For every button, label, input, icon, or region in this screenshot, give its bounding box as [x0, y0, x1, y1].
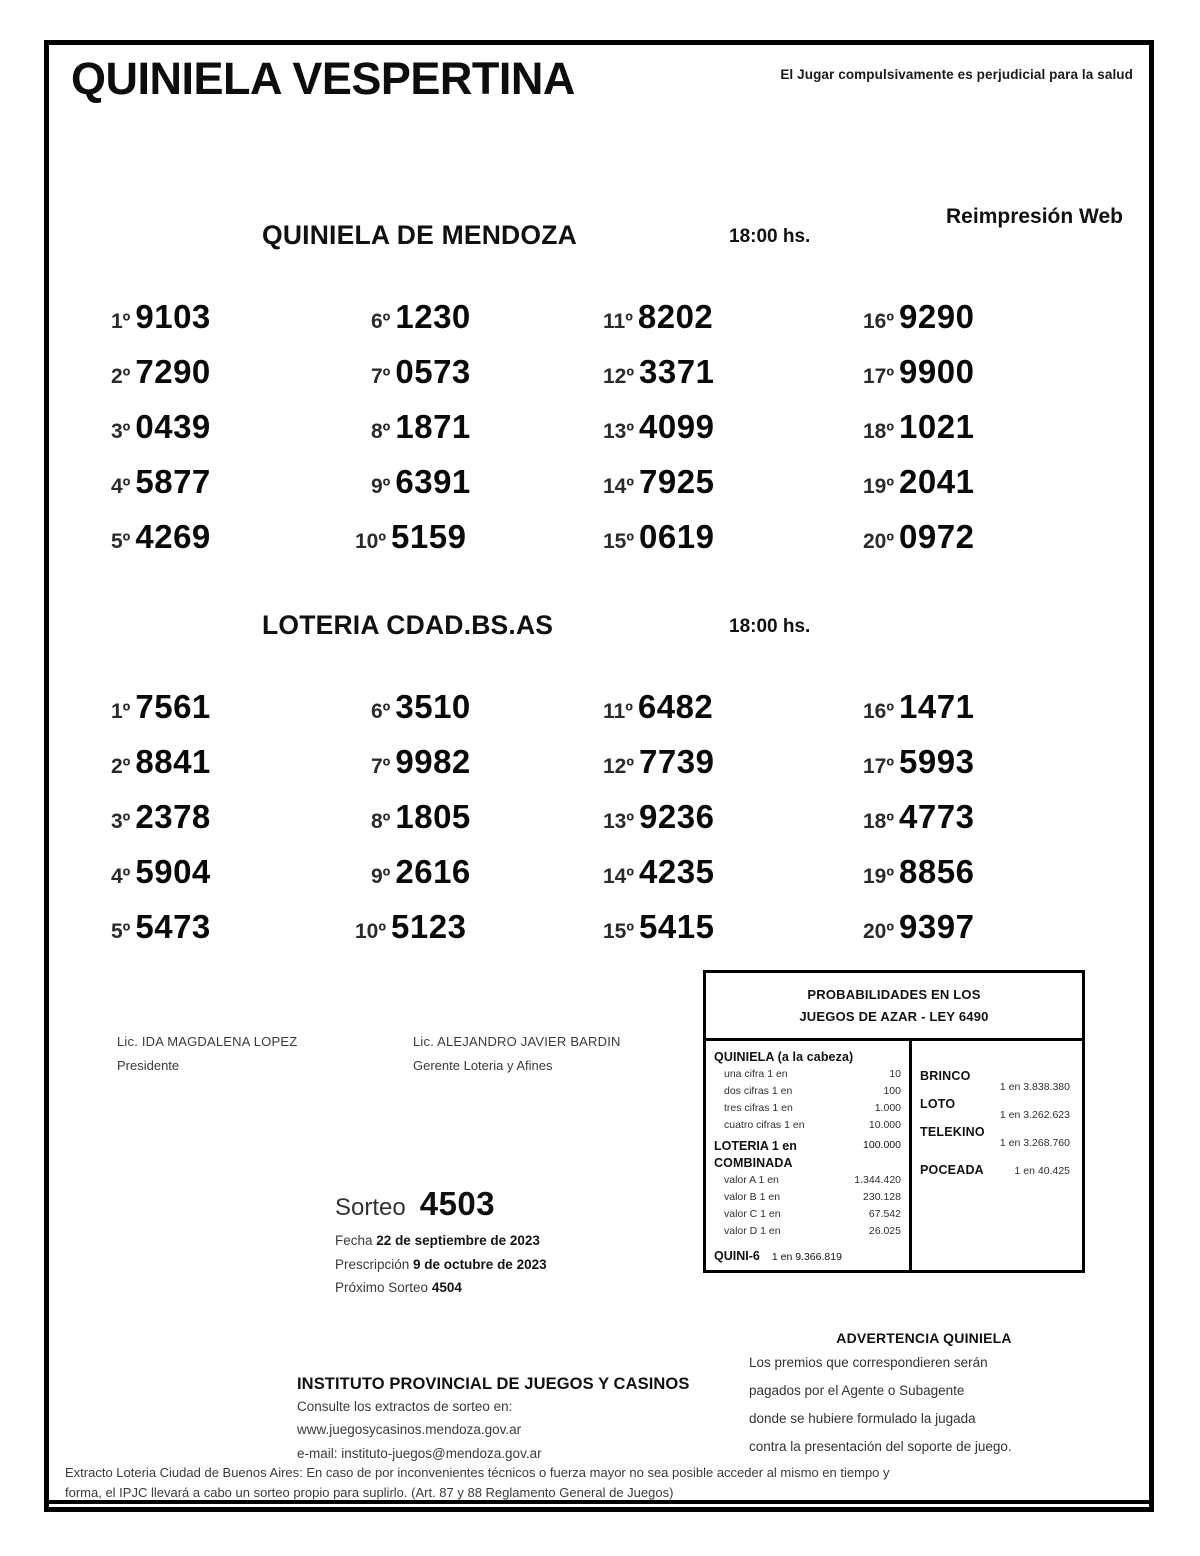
result-position: 18º — [863, 420, 895, 443]
sorteo-heading — [335, 1185, 715, 1223]
result-number: 0972 — [899, 518, 975, 555]
result-number: 2616 — [395, 853, 471, 890]
result-cell — [371, 798, 471, 836]
probabilities-body — [706, 1038, 1082, 1270]
combinada-odds-row — [714, 1223, 901, 1240]
result-number: 8856 — [899, 853, 975, 890]
game-name: TELEKINO — [920, 1125, 985, 1140]
result-cell — [863, 518, 974, 556]
result-cell — [111, 743, 211, 781]
result-number: 8841 — [135, 743, 211, 780]
combinada-rows — [714, 1172, 901, 1240]
result-number: 5877 — [135, 463, 211, 500]
result-cell — [603, 298, 713, 336]
combinada-odds-row-value: 26.025 — [868, 1225, 901, 1238]
result-number: 9236 — [639, 798, 715, 835]
extract-page-frame — [44, 40, 1154, 1512]
result-number: 5415 — [639, 908, 715, 945]
result-cell — [863, 353, 974, 391]
advertencia-block — [749, 1330, 1099, 1457]
result-position: 16º — [863, 700, 895, 723]
result-position: 7º — [371, 755, 391, 778]
result-number: 7290 — [135, 353, 211, 390]
institute-email[interactable]: e-mail: instituto-juegos@mendoza.gov.ar — [297, 1445, 542, 1461]
quiniela-odds-row — [714, 1083, 901, 1100]
result-position: 15º — [603, 920, 635, 943]
result-number: 6482 — [637, 688, 714, 725]
institute-title: INSTITUTO PROVINCIAL DE JUEGOS Y CASINOS — [297, 1375, 690, 1393]
result-position: 1º — [111, 700, 131, 723]
signature-president-name: Lic. IDA MAGDALENA LOPEZ — [117, 1034, 298, 1049]
quiniela-odds-row — [714, 1066, 901, 1083]
combinada-odds-row-value: 67.542 — [868, 1208, 901, 1221]
reprint-label: Reimpresión Web — [946, 205, 1123, 228]
result-position: 12º — [603, 755, 635, 778]
quiniela-header: QUINIELA (a la cabeza) — [714, 1050, 854, 1065]
result-cell — [111, 353, 211, 391]
quiniela-odds-row-label: cuatro cifras 1 en — [724, 1119, 805, 1132]
result-position: 9º — [371, 865, 391, 888]
result-cell — [371, 853, 471, 891]
result-position: 6º — [371, 310, 391, 333]
signature-manager-name: Lic. ALEJANDRO JAVIER BARDIN — [413, 1034, 621, 1049]
result-number: 5159 — [391, 518, 467, 555]
result-number: 1021 — [899, 408, 975, 445]
loteria-label: LOTERIA 1 en — [714, 1139, 797, 1154]
result-number: 4235 — [639, 853, 715, 890]
probabilities-title-line2: JUEGOS DE AZAR - LEY 6490 — [799, 1009, 989, 1025]
sorteo-fecha-value: 22 de septiembre de 2023 — [376, 1233, 540, 1248]
game-odds-telekino — [920, 1125, 1074, 1149]
result-cell — [863, 853, 974, 891]
result-number: 0439 — [135, 408, 211, 445]
page-title: QUINIELA VESPERTINA — [71, 53, 575, 104]
result-cell — [863, 908, 974, 946]
result-cell — [603, 908, 714, 946]
result-number: 2041 — [899, 463, 975, 500]
result-number: 9290 — [899, 298, 975, 335]
combinada-odds-row-label: valor D 1 en — [724, 1225, 781, 1238]
result-position: 11º — [603, 700, 633, 723]
result-position: 18º — [863, 810, 895, 833]
game-odds-loto — [920, 1097, 1074, 1121]
sorteo-block — [335, 1185, 715, 1300]
advertencia-title: ADVERTENCIA QUINIELA — [836, 1330, 1012, 1346]
combinada-odds-row-label: valor C 1 en — [724, 1208, 781, 1221]
result-number: 1805 — [395, 798, 471, 835]
result-number: 1230 — [395, 298, 471, 335]
game-odds: 1 en 3.838.380 — [999, 1081, 1070, 1094]
result-number: 1871 — [395, 408, 471, 445]
result-position: 2º — [111, 755, 131, 778]
result-position: 16º — [863, 310, 895, 333]
result-position: 17º — [863, 365, 895, 388]
bottom-rule — [49, 1500, 1149, 1504]
result-position: 3º — [111, 810, 131, 833]
result-cell — [863, 798, 974, 836]
result-position: 3º — [111, 420, 131, 443]
result-position: 10º — [355, 530, 387, 553]
result-number: 4773 — [899, 798, 975, 835]
result-number: 3371 — [639, 353, 715, 390]
quiniela-odds-row — [714, 1100, 901, 1117]
result-number: 9397 — [899, 908, 975, 945]
combinada-odds-row — [714, 1206, 901, 1223]
sorteo-fecha-label: Fecha — [335, 1233, 373, 1248]
quiniela-odds-row-value: 100 — [883, 1085, 901, 1098]
combinada-odds-row — [714, 1172, 901, 1189]
result-cell — [863, 408, 974, 446]
combinada-odds-row-label: valor B 1 en — [724, 1191, 781, 1204]
draw-time: 18:00 hs. — [729, 226, 811, 247]
quiniela-odds-row — [714, 1117, 901, 1134]
probabilities-left-column — [706, 1041, 912, 1270]
result-number: 9900 — [899, 353, 975, 390]
quini6-value: 1 en 9.366.819 — [771, 1251, 842, 1264]
result-position: 7º — [371, 365, 391, 388]
result-cell — [371, 408, 471, 446]
bottom-disclaimer — [65, 1463, 1133, 1502]
game-name: POCEADA — [920, 1163, 984, 1178]
result-cell — [603, 408, 714, 446]
result-cell — [863, 298, 974, 336]
result-position: 5º — [111, 530, 131, 553]
result-number: 4269 — [135, 518, 211, 555]
sorteo-proximo-value: 4504 — [431, 1280, 462, 1296]
result-position: 17º — [863, 755, 895, 778]
result-number: 1471 — [899, 688, 975, 725]
result-cell — [371, 353, 471, 391]
result-position: 9º — [371, 475, 391, 498]
quiniela-odds-row-label: una cifra 1 en — [724, 1068, 788, 1081]
sorteo-proximo-row — [335, 1276, 715, 1300]
probabilities-title — [706, 973, 1082, 1038]
result-number: 3510 — [395, 688, 471, 725]
result-number: 8202 — [637, 298, 714, 335]
loteria-row — [714, 1139, 901, 1153]
result-position: 4º — [111, 475, 131, 498]
result-cell — [603, 743, 714, 781]
game-odds-poceada — [920, 1163, 1074, 1177]
combinada-odds-row-value: 1.344.420 — [854, 1174, 901, 1187]
quini6-label: QUINI-6 — [714, 1249, 760, 1264]
quiniela-odds-row-value: 10.000 — [868, 1119, 901, 1132]
result-position: 19º — [863, 865, 895, 888]
result-number: 9103 — [135, 298, 211, 335]
result-cell — [111, 518, 211, 556]
game-odds: 1 en 3.262.623 — [999, 1109, 1070, 1122]
result-cell — [111, 298, 211, 336]
result-cell — [111, 408, 211, 446]
result-position: 8º — [371, 420, 391, 443]
signature-manager-role: Gerente Loteria y Afines — [413, 1058, 553, 1074]
advertencia-line2: pagados por el Agente o Subagente — [749, 1382, 965, 1398]
probabilities-title-line1: PROBABILIDADES EN LOS — [807, 987, 981, 1002]
quiniela-rows — [714, 1066, 901, 1134]
draw-time: 18:00 hs. — [729, 616, 811, 637]
result-cell — [371, 743, 471, 781]
signature-president — [117, 1030, 297, 1078]
result-cell — [603, 798, 714, 836]
result-number: 5993 — [899, 743, 975, 780]
combinada-odds-row-label: valor A 1 en — [724, 1174, 779, 1187]
quini6-row — [714, 1249, 901, 1263]
result-number: 7561 — [135, 688, 211, 725]
sorteo-label: Sorteo — [335, 1194, 406, 1221]
signature-manager — [413, 1030, 621, 1078]
result-cell — [371, 688, 471, 726]
result-position: 14º — [603, 865, 635, 888]
result-position: 8º — [371, 810, 391, 833]
institute-website[interactable]: www.juegosycasinos.mendoza.gov.ar — [297, 1422, 522, 1438]
game-name: BRINCO — [920, 1069, 971, 1084]
result-number: 5904 — [135, 853, 211, 890]
game-odds: 1 en 3.268.760 — [999, 1137, 1070, 1150]
signature-president-role: Presidente — [117, 1058, 180, 1074]
result-cell — [603, 353, 714, 391]
advertencia-line4: contra la presentación del soporte de juego. — [749, 1438, 1012, 1454]
result-number: 7925 — [639, 463, 715, 500]
probabilities-right-column — [912, 1041, 1082, 1270]
game-name: LOTO — [920, 1097, 956, 1112]
result-position: 13º — [603, 420, 635, 443]
disclaimer-line2: forma, el IPJC llevará a cabo un sorteo propio para suplirlo. (Art. 87 y 88 Reglamento General de Juegos) — [65, 1484, 674, 1500]
result-position: 10º — [355, 920, 387, 943]
sorteo-number: 4503 — [419, 1185, 496, 1222]
quiniela-odds-row-label: dos cifras 1 en — [724, 1085, 793, 1098]
combinada-odds-row — [714, 1189, 901, 1206]
quiniela-odds-row-value: 10 — [889, 1068, 901, 1081]
result-cell — [355, 518, 466, 556]
result-cell — [111, 463, 211, 501]
result-number: 5123 — [391, 908, 467, 945]
quiniela-odds-row-value: 1.000 — [874, 1102, 901, 1115]
result-cell — [111, 853, 211, 891]
result-cell — [603, 518, 714, 556]
result-position: 20º — [863, 530, 895, 553]
sorteo-meta — [335, 1229, 715, 1300]
result-number: 0619 — [639, 518, 715, 555]
draw-name: QUINIELA DE MENDOZA — [262, 220, 577, 250]
sorteo-fecha-row — [335, 1229, 715, 1253]
sorteo-proximo-label: Próximo Sorteo — [335, 1280, 429, 1296]
result-cell — [603, 463, 714, 501]
result-number: 4099 — [639, 408, 715, 445]
result-cell — [371, 298, 471, 336]
result-number: 9982 — [395, 743, 471, 780]
game-odds: 1 en 40.425 — [1014, 1165, 1070, 1178]
result-position: 12º — [603, 365, 635, 388]
result-position: 13º — [603, 810, 635, 833]
result-position: 19º — [863, 475, 895, 498]
result-position: 11º — [603, 310, 633, 333]
result-number: 0573 — [395, 353, 471, 390]
combinada-header: COMBINADA — [714, 1156, 793, 1171]
result-number: 6391 — [395, 463, 471, 500]
result-number: 5473 — [135, 908, 211, 945]
result-cell — [863, 463, 974, 501]
result-position: 6º — [371, 700, 391, 723]
result-position: 20º — [863, 920, 895, 943]
sorteo-prescripcion-value: 9 de octubre de 2023 — [413, 1256, 547, 1272]
quiniela-odds-row-label: tres cifras 1 en — [724, 1102, 793, 1115]
result-position: 5º — [111, 920, 131, 943]
result-position: 4º — [111, 865, 131, 888]
result-position: 1º — [111, 310, 131, 333]
result-position: 2º — [111, 365, 131, 388]
result-number: 2378 — [135, 798, 211, 835]
game-odds-brinco — [920, 1069, 1074, 1093]
sorteo-prescripcion-row — [335, 1253, 715, 1277]
sorteo-prescripcion-label: Prescripción — [335, 1256, 410, 1272]
draw-name: LOTERIA CDAD.BS.AS — [262, 610, 554, 640]
result-number: 7739 — [639, 743, 715, 780]
advertencia-line3: donde se hubiere formulado la jugada — [749, 1410, 976, 1426]
institute-block — [297, 1375, 727, 1464]
result-cell — [355, 908, 466, 946]
result-cell — [863, 743, 974, 781]
result-position: 14º — [603, 475, 635, 498]
result-cell — [863, 688, 974, 726]
result-cell — [111, 908, 211, 946]
result-cell — [603, 853, 714, 891]
disclaimer-line1: Extracto Loteria Ciudad de Buenos Aires: En caso de por inconvenientes técnicos o fuerza mayor no sea posible acceder al mismo en tiempo y — [65, 1465, 890, 1480]
probabilities-box — [703, 970, 1085, 1273]
result-position: 15º — [603, 530, 635, 553]
combinada-odds-row-value: 230.128 — [863, 1191, 901, 1204]
result-cell — [603, 688, 713, 726]
result-cell — [371, 463, 471, 501]
result-cell — [111, 688, 211, 726]
gambling-warning: El Jugar compulsivamente es perjudicial para la salud — [780, 67, 1133, 82]
advertencia-line1: Los premios que correspondieren serán — [749, 1355, 988, 1370]
result-cell — [111, 798, 211, 836]
institute-consult: Consulte los extractos de sorteo en: — [297, 1399, 513, 1414]
loteria-value: 100.000 — [863, 1139, 901, 1152]
